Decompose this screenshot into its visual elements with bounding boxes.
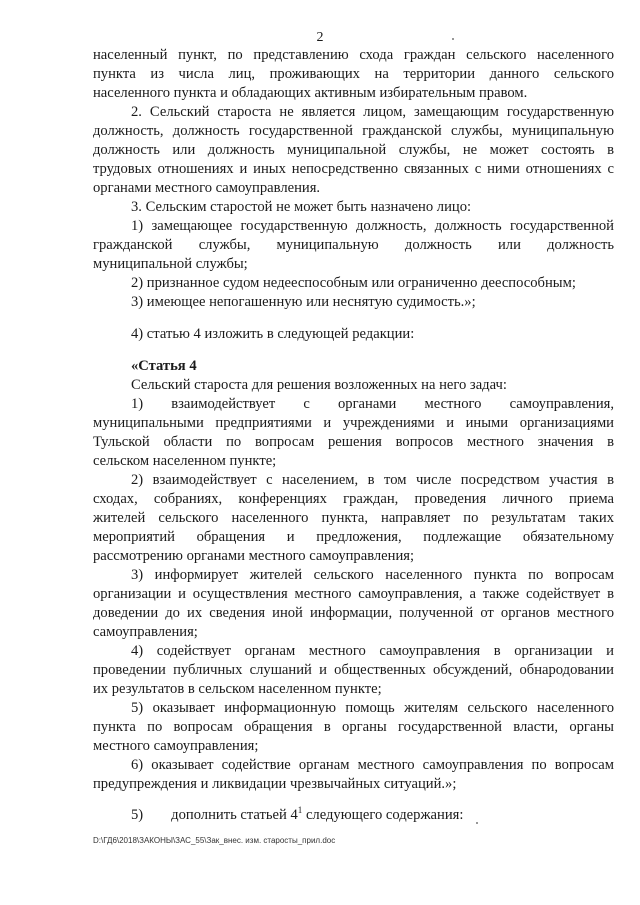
text-line: самоуправления; <box>93 624 198 640</box>
page-number: 2 <box>316 30 324 45</box>
text-line: трудовых отношениях и иных непосредственно связанных с ними отношениях с <box>93 161 614 177</box>
list-item-text-end: следующего содержания: <box>302 807 464 823</box>
list-item-text: дополнить статьей 4 <box>171 807 298 823</box>
text-line: Сельский староста для решения возложенных на него задач: <box>131 377 507 393</box>
text-line: сельском населенном пункте; <box>93 453 277 469</box>
list-item-4: 4) статью 4 изложить в следующей редакции: <box>131 326 415 342</box>
text-line: 3) имеющее непогашенную или неснятую судимость.»; <box>131 294 476 310</box>
superscript: 1 <box>297 805 303 816</box>
text-line: их результатов в сельском населенном пункте; <box>93 681 382 697</box>
list-item-number: 5) <box>131 807 144 823</box>
text-line: 3) информирует жителей сельского населенного пункта по вопросам <box>131 567 614 583</box>
text-line: муниципальной службы; <box>93 256 248 272</box>
list-item-5 <box>131 806 614 825</box>
text-line: организации и осуществления местного самоуправления, а также содействует в <box>93 586 614 602</box>
text-line: 2. Сельский староста не является лицом, замещающим государственную <box>131 104 614 120</box>
text-line: Тульской области по вопросам решения вопросов местного значения в <box>93 434 614 450</box>
text-line: рассмотрению органами местного самоуправления; <box>93 548 415 564</box>
text-line: местного самоуправления; <box>93 738 259 754</box>
text-line: мероприятий обращения и предложения, подлежащие обязательному <box>93 529 614 545</box>
text-line: населенный пункт, по представлению схода граждан сельского населенного <box>93 47 614 63</box>
text-line: 1) взаимодействует с органами местного самоуправления, <box>131 396 614 412</box>
text-line: 1) замещающее государственную должность, должность государственной <box>131 218 614 234</box>
text-line: пункта по вопросам обращения в органы государственной власти, органы <box>93 719 614 735</box>
text-line: пункта из числа лиц, проживающих на территории данного сельского <box>93 66 614 82</box>
text-line: населенного пункта и обладающих активным избирательным правом. <box>93 85 528 101</box>
text-line: доведении до их сведения иной информации, полученной от органов местного <box>93 605 614 621</box>
text-line: муниципальными предприятиями и учреждениями и иными организациями <box>93 415 614 431</box>
article-heading: «Статья 4 <box>131 358 197 374</box>
text-line: 4) содействует органам местного самоуправления в организации и <box>131 643 614 659</box>
text-line: 2) взаимодействует с населением, в том числе посредством участия в <box>131 472 614 488</box>
text-line: должность или должность муниципальной службы, не может состоять в <box>93 142 614 158</box>
file-path-footer: D:\ГД6\2018\ЗАКОНЫ\ЗАС_55\Зак_внес. изм. старосты_прил.doc <box>93 836 336 845</box>
text-line: 5) оказывает информационную помощь жителям сельского населенного <box>131 700 614 716</box>
text-line: гражданской службы, муниципальную должность или должность <box>93 237 614 253</box>
text-line: 6) оказывает содействие органам местного самоуправления по вопросам <box>131 757 614 773</box>
text-line: 2) признанное судом недееспособным или ограниченно дееспособным; <box>131 275 576 291</box>
text-line: 3. Сельским старостой не может быть назначено лицо: <box>131 199 472 215</box>
text-line: должность, должность государственной гражданской службы, муниципальную <box>93 123 614 139</box>
text-line: органами местного самоуправления. <box>93 180 321 196</box>
text-line: жителей сельского населенного пункта, направляет по результатам таких <box>93 510 614 526</box>
text-line: проведении публичных слушаний и общественных обсуждений, обнародовании <box>93 662 614 678</box>
scan-speck <box>476 822 478 824</box>
text-line: предупреждения и ликвидации чрезвычайных ситуаций.»; <box>93 776 457 792</box>
scan-speck <box>452 38 454 40</box>
text-line: сходах, собраниях, конференциях граждан, проведения личного приема <box>93 491 614 507</box>
